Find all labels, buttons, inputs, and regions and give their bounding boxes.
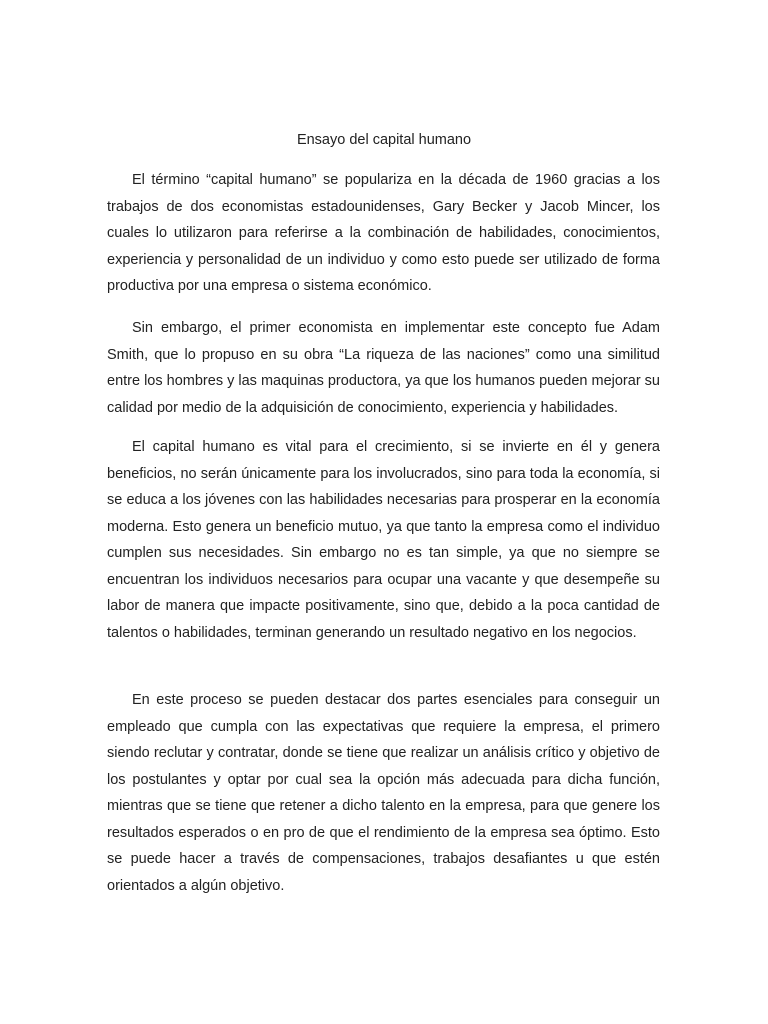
paragraph-3: El capital humano es vital para el crecimiento, si se invierte en él y genera beneficios, no serán únicamente para los involucrados, sino para toda la economía, si se educa a los jóvenes con las habilidades necesarias para prosperar en la economía moderna. Esto genera un beneficio mutuo, ya que tanto la empresa como el individuo cumplen sus necesidades. Sin embargo no es tan simple, ya que no siempre se encuentran los individuos necesarios para ocupar una vacante y que desempeñe su labor de manera que impacte positivamente, sino que, debido a la poca cantidad de talentos o habilidades, terminan generando un resultado negativo en los negocios.	[107, 439, 660, 641]
paragraph-1: El término “capital humano” se populariza en la década de 1960 gracias a los trabajos de dos economistas estadounidenses, Gary Becker y Jacob Mincer, los cuales lo utilizaron para referirse a la combinación de habilidades, conocimientos, experiencia y personalidad de un individuo y como esto puede ser utilizado de forma productiva por una empresa o sistema económico.	[107, 172, 660, 294]
paragraph-2: Sin embargo, el primer economista en implementar este concepto fue Adam Smith, que lo propuso en su obra “La riqueza de las naciones” como una similitud entre los hombres y las maquinas productora, ya que los humanos pueden mejorar su calidad por medio de la adquisición de conocimiento, experiencia y habilidades.	[107, 320, 660, 416]
paragraph-4: En este proceso se pueden destacar dos partes esenciales para conseguir un empleado que cumpla con las expectativas que requiere la empresa, el primero siendo reclutar y contratar, donde se tiene que realizar un análisis crítico y objetivo de los postulantes y optar por cual sea la opción más adecuada para dicha función, mientras que se tiene que retener a dicho talento en la empresa, para que genere los resultados esperados o en pro de que el rendimiento de la empresa sea óptimo. Esto se puede hacer a través de compensaciones, trabajos desafiantes u que estén orientados a algún objetivo.	[107, 692, 660, 894]
page-title: Ensayo del capital humano	[296, 132, 472, 148]
